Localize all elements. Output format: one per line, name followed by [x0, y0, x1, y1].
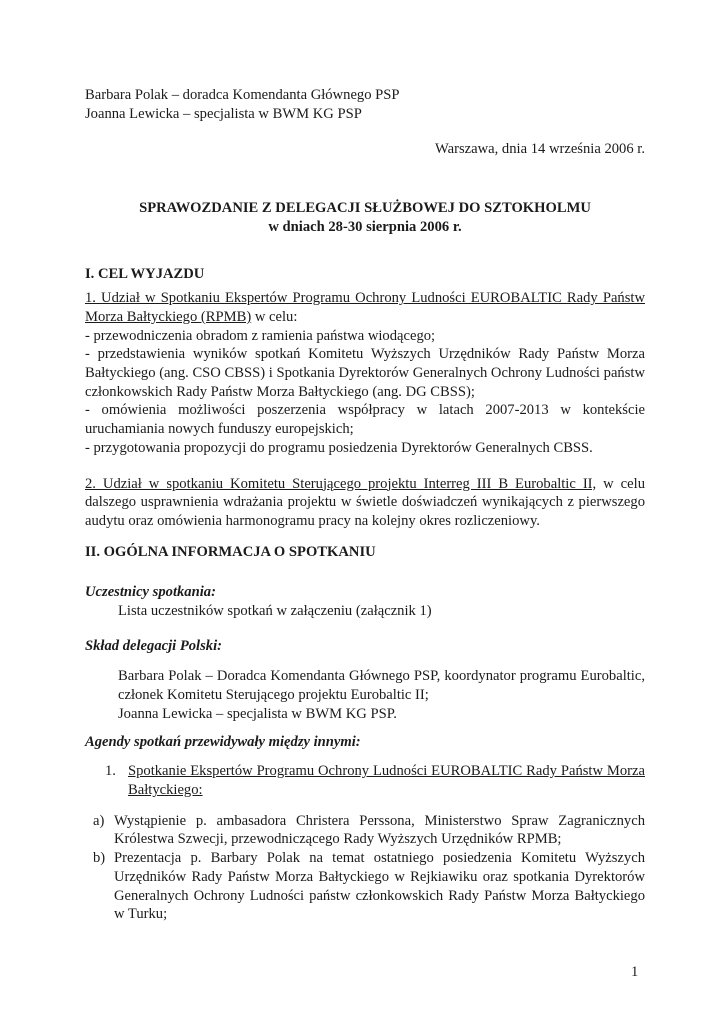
- section-1-heading: I. CEL WYJAZDU: [85, 265, 205, 282]
- delegation-label: Skład delegacji Polski:: [85, 637, 223, 654]
- bullet-item: - przewodniczenia obradom z ramienia państwa wiodącego;: [85, 327, 436, 344]
- lettered-item-marker: a): [93, 812, 105, 829]
- section-1-bullet-list: [85, 327, 645, 458]
- delegation-members: [85, 667, 645, 723]
- author-line-2: Joanna Lewicka – specjalista w BWM KG PSP: [85, 105, 362, 122]
- numbered-item-text: Spotkanie Ekspertów Programu Ochrony Ludności EUROBALTIC Rady Państw Morza Bałtyckiego:: [128, 763, 645, 798]
- paragraph-2-underlined-text: 2. Udział w spotkaniu Komitetu Sterującego projektu Interreg III B Eurobaltic II,: [85, 475, 597, 492]
- lettered-item-text: Wystąpienie p. ambasadora Christera Perssona, Ministerstwo Spraw Zagranicznych Królestwa Szwecji, przewodniczącego Rady Wyższych Urzędników RPMB;: [114, 812, 645, 848]
- document-title-line-1: SPRAWOZDANIE Z DELEGACJI SŁUŻBOWEJ DO SZTOKHOLMU: [139, 200, 591, 217]
- paragraph-2-rest-text: w celu dalszego usprawnienia wdrażania projektu w świetle doświadczeń wynikających z pierwszego audytu oraz omówienia harmonogramu pracy na kolejny okres rozliczeniowy.: [85, 475, 645, 529]
- document-title: [85, 199, 645, 236]
- page-number: 1: [631, 964, 639, 980]
- dateline: Warszawa, dnia 14 września 2006 r.: [435, 141, 645, 158]
- document-title-line-2: w dniach 28-30 sierpnia 2006 r.: [268, 218, 462, 235]
- section-2-heading: II. OGÓLNA INFORMACJA O SPOTKANIU: [85, 543, 376, 560]
- participants-label: Uczestnicy spotkania:: [85, 584, 216, 601]
- numbered-item-marker: 1.: [105, 763, 116, 780]
- paragraph-1-rest-text: w celu:: [251, 308, 298, 325]
- paragraph-1-underlined-text: 1. Udział w Spotkaniu Ekspertów Programu Ochrony Ludności EUROBALTIC Rady Państw Morza Bałtyckiego (RPMB): [85, 290, 645, 325]
- lettered-item-b: [85, 849, 645, 924]
- section-1-paragraph-1: [85, 289, 645, 326]
- bullet-item: - przedstawienia wyników spotkań Komitetu Wyższych Urzędników Rady Państw Morza Bałtyckiego (ang. CSO CBSS) i Spotkania Dyrektorów Generalnych Ochrony Ludności państw członkowskich Rady Państw Morza Bałtyckiego (ang. DG CBSS);: [85, 346, 645, 400]
- agenda-label: Agendy spotkań przewidywały między innymi:: [85, 733, 361, 750]
- delegation-member: Joanna Lewicka – specjalista w BWM KG PSP.: [118, 705, 397, 722]
- lettered-item-marker: b): [93, 850, 106, 867]
- delegation-member: Barbara Polak – Doradca Komendanta Głównego PSP, koordynator programu Eurobaltic, członek Komitetu Sterującego projektu Eurobaltic II;: [118, 668, 645, 704]
- agenda-lettered-list: [85, 812, 645, 924]
- bullet-item: - omówienia możliwości poszerzenia współpracy w latach 2007-2013 w kontekście uruchamiania nowych funduszy europejskich;: [85, 402, 645, 438]
- lettered-item-a: [85, 812, 645, 849]
- lettered-item-text: Prezentacja p. Barbary Polak na temat ostatniego posiedzenia Komitetu Wyższych Urzędników Rady Państw Morza Bałtyckiego w Rejkiawiku oraz spotkania Dyrektorów Generalnych Ochrony Ludności państw członkowskich Rady Państw Morza Bałtyckiego w Turku;: [114, 850, 645, 923]
- author-line-1: Barbara Polak – doradca Komendanta Głównego PSP: [85, 87, 400, 103]
- participants-text: Lista uczestników spotkań w załączeniu (załącznik 1): [118, 603, 432, 620]
- author-block: [85, 86, 645, 123]
- section-1-paragraph-2: [85, 475, 645, 531]
- agenda-numbered-item: [85, 762, 645, 799]
- bullet-item: - przygotowania propozycji do programu posiedzenia Dyrektorów Generalnych CBSS.: [85, 439, 593, 456]
- document-content: [85, 86, 645, 924]
